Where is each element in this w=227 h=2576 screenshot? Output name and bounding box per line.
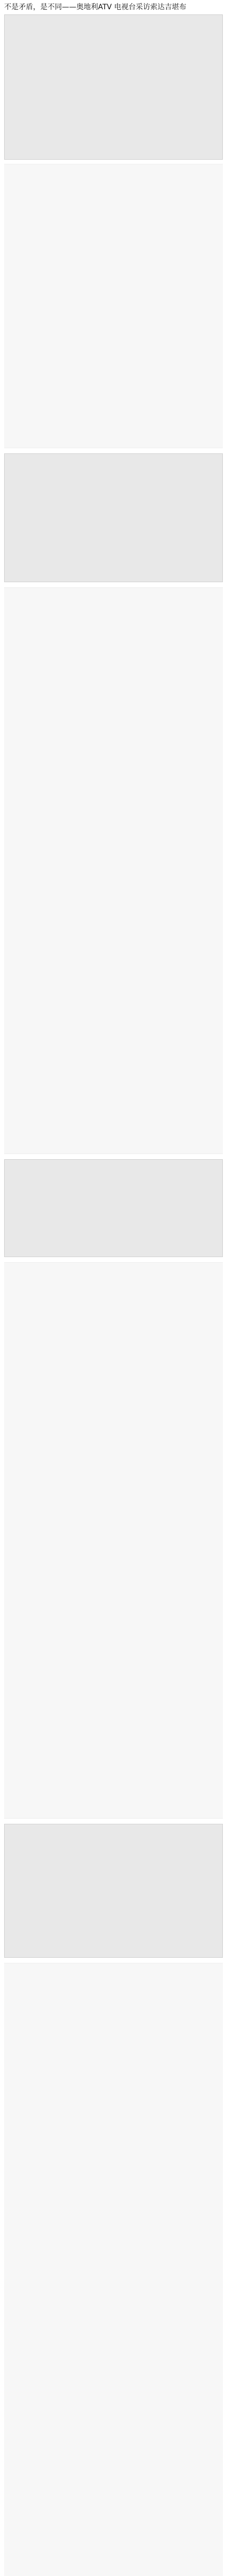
- interview-text-section-1: [4, 164, 223, 448]
- article-title: 不是矛盾，是不同——奥地利ATV 电视台采访索达吉堪布: [4, 3, 187, 11]
- photo-room: [4, 1824, 223, 1958]
- photo-building: [4, 14, 223, 160]
- interview-text-section-4: [4, 1963, 223, 2576]
- photo-interview: [4, 453, 223, 582]
- interview-text-section-3: [4, 1262, 223, 1819]
- interview-text-section-2: [4, 587, 223, 1154]
- photo-monk: [4, 1159, 223, 1257]
